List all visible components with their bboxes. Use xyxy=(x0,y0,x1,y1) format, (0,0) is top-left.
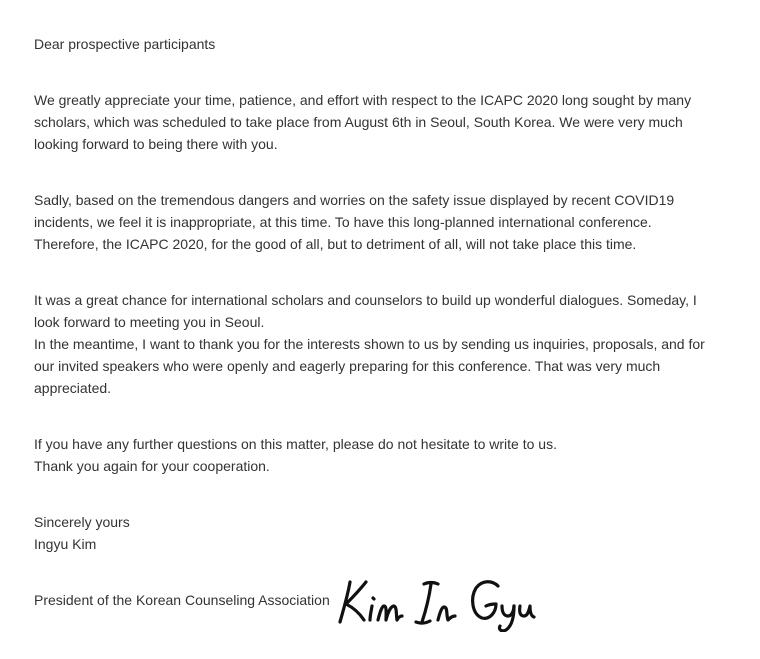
handwritten-signature xyxy=(336,576,536,632)
paragraph-line: incidents, we feel it is inappropriate, at this time. To have this long-planned international conference. xyxy=(34,214,652,230)
paragraph-line: our invited speakers who were openly and eagerly preparing for this conference. That was very much xyxy=(34,358,661,374)
paragraph-line: In the meantime, I want to thank you for the interests shown to us by sending us inquiries, proposals, and for xyxy=(34,336,705,352)
paragraph-line: look forward to meeting you in Seoul. xyxy=(34,314,265,330)
paragraph-thanks xyxy=(34,289,734,399)
closing-text: Sincerely yours xyxy=(34,514,130,530)
signer-name: Ingyu Kim xyxy=(34,536,97,552)
paragraph-line: looking forward to being there with you. xyxy=(34,136,278,152)
signer-title: President of the Korean Counseling Association xyxy=(34,592,330,608)
closing-block xyxy=(34,511,734,555)
paragraph-line: Sadly, based on the tremendous dangers and worries on the safety issue displayed by recent COVID19 xyxy=(34,192,675,208)
letter-body xyxy=(34,33,734,622)
paragraph-line: It was a great chance for international scholars and counselors to build up wonderful dialogues. Someday, I xyxy=(34,292,697,308)
paragraph-cancellation xyxy=(34,189,734,255)
signature-row xyxy=(34,578,734,622)
salutation-text: Dear prospective participants xyxy=(34,36,216,52)
paragraph-line: Therefore, the ICAPC 2020, for the good of all, but to detriment of all, will not take place this time. xyxy=(34,236,637,252)
paragraph-appreciation xyxy=(34,89,734,155)
paragraph-line: If you have any further questions on this matter, please do not hesitate to write to us. xyxy=(34,436,557,452)
paragraph-line: We greatly appreciate your time, patience, and effort with respect to the ICAPC 2020 long sought by many xyxy=(34,92,692,108)
paragraph-line: Thank you again for your cooperation. xyxy=(34,458,270,474)
salutation xyxy=(34,33,734,55)
paragraph-line: scholars, which was scheduled to take place from August 6th in Seoul, South Korea. We were very much xyxy=(34,114,683,130)
paragraph-line: appreciated. xyxy=(34,380,112,396)
paragraph-questions xyxy=(34,433,734,477)
